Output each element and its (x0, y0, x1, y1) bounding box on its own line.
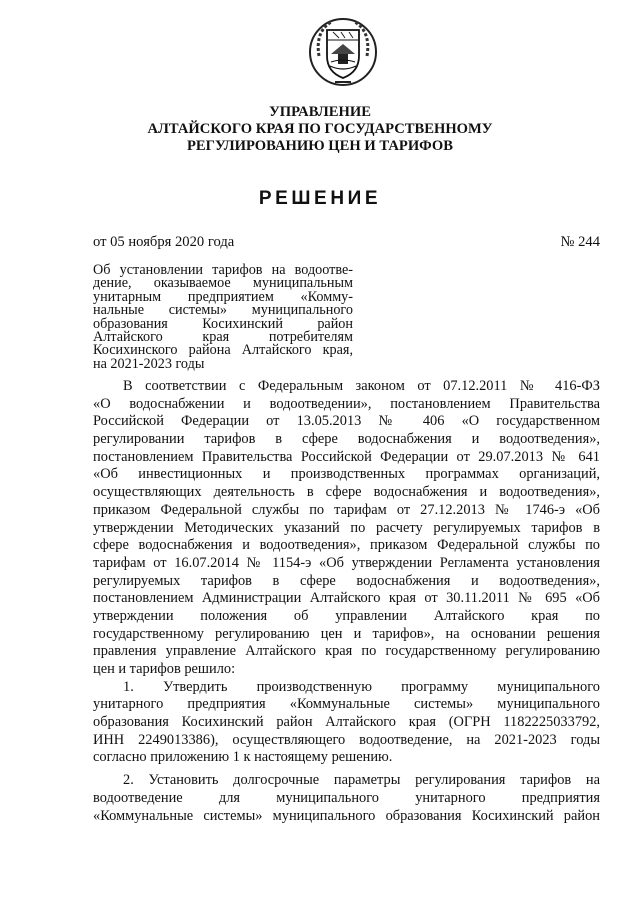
body-line: сфере водоснабжения и водоотведения», приказом Федеральной службы по (93, 537, 600, 554)
subject-line: образования Косихинский район (93, 315, 353, 332)
subject-line: Алтайского края потребителям (93, 328, 353, 345)
item-1-paragraph (93, 679, 600, 767)
preamble-paragraph (93, 378, 600, 679)
body-line: утверждении положения об управлении Алтайского края по (93, 607, 600, 624)
body-line: правления управление Алтайского края по государственному регулированию (93, 643, 600, 660)
body-line: государственному регулированию цен и тарифов», на основании решения (93, 625, 600, 642)
body-line: ИНН 2249013386), осуществляющего водоотведение, на 2021-2023 годы (93, 731, 600, 748)
body-line: цен и тарифов решило: (93, 661, 236, 677)
subject-line: на 2021-2023 годы (93, 355, 205, 372)
body-line: «Коммунальные системы» муниципального образования Косихинский район (93, 807, 600, 824)
body-line: регулируемых тарифов в сфере водоснабжения и водоотведения», (93, 572, 600, 589)
body-line: постановлением Правительства Российской Федерации от 29.07.2013 № 641 (93, 448, 600, 465)
agency-line: РЕГУЛИРОВАНИЮ ЦЕН И ТАРИФОВ (187, 138, 453, 154)
subject-line: унитарным предприятием «Комму- (93, 288, 353, 305)
body-line: согласно приложению 1 к настоящему решению. (93, 749, 393, 766)
document-body (93, 378, 600, 825)
agency-line: УПРАВЛЕНИЕ (269, 104, 371, 120)
body-line: 2. Установить долгосрочные параметры регулирования тарифов на (123, 772, 600, 789)
document-date: от 05 ноября 2020 года (93, 234, 235, 250)
agency-line: АЛТАЙСКОГО КРАЯ ПО ГОСУДАРСТВЕННОМУ (147, 121, 493, 137)
subject-line: нальные системы» муниципального (93, 302, 353, 319)
body-line: «О водоснабжении и водоотведении», постановлением Правительства (93, 395, 600, 412)
agency-name (0, 104, 640, 155)
subject-line: Косихинского района Алтайского края, (93, 342, 353, 359)
body-line: образования Косихинский район Алтайского края (ОГРН 1182225033792, (93, 714, 600, 731)
body-line: постановлением Администрации Алтайского края от 30.11.2011 № 695 «Об (93, 590, 600, 607)
subject-line: дение, оказываемое муниципальным (93, 275, 353, 292)
body-line: тарифам от 16.07.2014 № 1154-э «Об утверждении Регламента установления (93, 554, 600, 571)
body-line: «Об инвестиционных и производственных программах организаций, (93, 466, 600, 483)
body-line: В соответствии с Федеральным законом от 07.12.2011 № 416-ФЗ (123, 378, 600, 394)
body-line: Российской Федерации от 13.05.2013 № 406 «О государственном (93, 413, 600, 430)
altai-krai-coat-of-arms-icon (305, 12, 381, 88)
body-line: осуществляющих деятельность в сфере водоснабжения и водоотведения», (93, 484, 600, 501)
body-line: 1. Утвердить производственную программу муниципального (123, 678, 600, 695)
body-line: регулировании тарифов в сфере водоснабжения и водоотведения», (93, 431, 600, 448)
body-line: утверждении Методических указаний по расчету регулируемых тарифов в (93, 519, 600, 536)
document-subject (93, 264, 353, 371)
body-line: приказом Федеральной службы по тарифам от 27.12.2013 № 1746-э «Об (93, 501, 600, 518)
document-number: № 244 (560, 234, 600, 250)
subject-line: Об установлении тарифов на водоотве- (93, 262, 353, 278)
body-line: унитарного предприятия «Коммунальные системы» муниципального (93, 696, 600, 713)
document-type-title: РЕШЕНИЕ (258, 188, 382, 209)
body-line: водоотведение для муниципального унитарного предприятия (93, 789, 600, 806)
item-2-paragraph (93, 772, 600, 825)
